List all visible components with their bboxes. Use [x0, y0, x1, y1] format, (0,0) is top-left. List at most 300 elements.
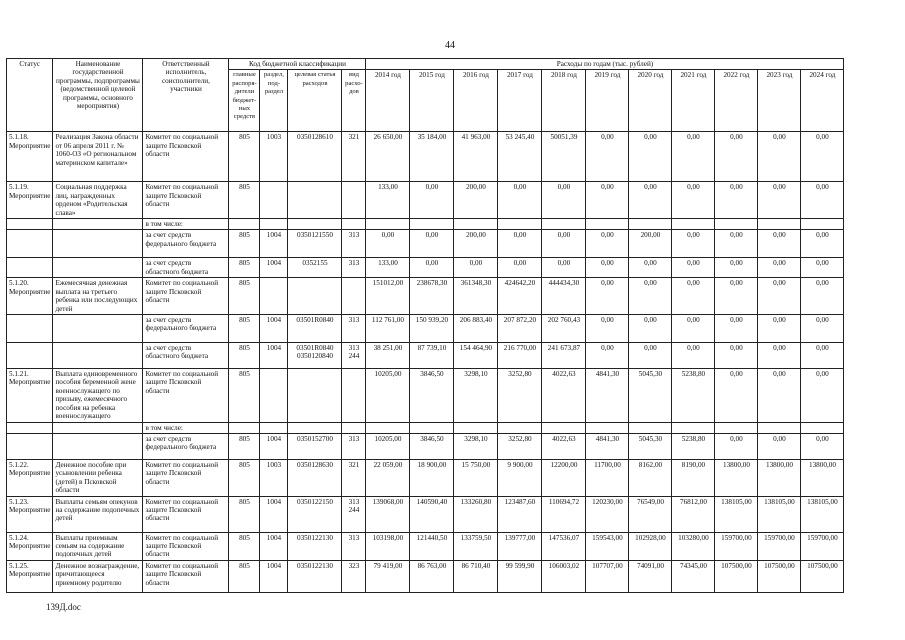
row-year-value: 0,00	[758, 343, 801, 369]
row-year-value	[672, 219, 715, 230]
row-code-article: 0350128610	[288, 132, 342, 182]
row-code-type	[342, 422, 366, 433]
row-name: Денежное пособие при усыновлении ребенка (детей) в Псковской области	[53, 459, 143, 496]
row-code-section	[260, 369, 288, 422]
header-code-col: главные распоря-дители бюджет-ных средств	[229, 70, 260, 132]
row-code-article: 0352155	[288, 258, 342, 278]
row-year-value: 0,00	[758, 278, 801, 315]
row-year-value: 0,00	[498, 230, 542, 258]
table-row	[7, 258, 844, 278]
row-year-value: 0,00	[542, 182, 586, 219]
row-responsible: в том числе:	[143, 219, 229, 230]
row-code-article	[288, 422, 342, 433]
row-year-value: 18 900,00	[410, 459, 454, 496]
row-year-value: 424642,20	[498, 278, 542, 315]
row-name	[53, 258, 143, 278]
row-status	[7, 422, 53, 433]
row-year-value: 0,00	[586, 278, 629, 315]
row-year-value: 74091,00	[629, 560, 672, 592]
header-year: 2014 год	[366, 70, 410, 132]
row-year-value: 138105,00	[801, 496, 844, 532]
row-year-value: 8190,00	[672, 459, 715, 496]
row-year-value: 159700,00	[758, 532, 801, 560]
row-code-article: 0350122130	[288, 532, 342, 560]
row-code-manager: 805	[229, 315, 260, 343]
row-responsible: Комитет по социальной защите Псковской области	[143, 369, 229, 422]
row-year-value: 4841,30	[586, 433, 629, 459]
row-year-value: 107500,00	[801, 560, 844, 592]
header-year: 2016 год	[454, 70, 498, 132]
budget-table	[6, 58, 844, 593]
row-year-value: 200,00	[629, 230, 672, 258]
row-year-value: 159700,00	[801, 532, 844, 560]
row-code-manager: 805	[229, 132, 260, 182]
row-year-value: 0,00	[586, 182, 629, 219]
table-row	[7, 182, 844, 219]
row-year-value	[801, 219, 844, 230]
row-responsible: Комитет по социальной защите Псковской области	[143, 560, 229, 592]
row-year-value: 0,00	[801, 343, 844, 369]
row-code-manager: 805	[229, 278, 260, 315]
row-year-value: 0,00	[715, 278, 758, 315]
row-year-value: 0,00	[672, 258, 715, 278]
row-status	[7, 219, 53, 230]
row-year-value: 0,00	[801, 132, 844, 182]
row-year-value	[542, 422, 586, 433]
table-row	[7, 219, 844, 230]
table-row	[7, 532, 844, 560]
row-year-value: 3252,80	[498, 369, 542, 422]
header-year: 2015 год	[410, 70, 454, 132]
row-code-section: 1004	[260, 230, 288, 258]
row-year-value: 159543,00	[586, 532, 629, 560]
row-code-type	[342, 219, 366, 230]
row-year-value: 0,00	[410, 182, 454, 219]
row-code-section: 1004	[260, 315, 288, 343]
row-responsible: за счет средств областного бюджета	[143, 343, 229, 369]
table-row	[7, 132, 844, 182]
row-year-value: 15 750,00	[454, 459, 498, 496]
row-code-article	[288, 219, 342, 230]
row-name	[53, 343, 143, 369]
row-responsible: в том числе:	[143, 422, 229, 433]
row-year-value	[410, 422, 454, 433]
row-year-value: 207 872,20	[498, 315, 542, 343]
row-year-value: 0,00	[758, 369, 801, 422]
row-year-value: 147536,07	[542, 532, 586, 560]
table-row	[7, 315, 844, 343]
row-year-value: 86 763,00	[410, 560, 454, 592]
header-year: 2020 год	[629, 70, 672, 132]
row-year-value: 0,00	[629, 258, 672, 278]
row-code-type: 321	[342, 459, 366, 496]
row-year-value: 120230,00	[586, 496, 629, 532]
row-year-value: 216 770,00	[498, 343, 542, 369]
row-year-value: 0,00	[715, 258, 758, 278]
row-year-value: 4022,63	[542, 369, 586, 422]
row-responsible: Комитет по социальной защите Псковской области	[143, 182, 229, 219]
row-name	[53, 315, 143, 343]
row-responsible: за счет средств областного бюджета	[143, 258, 229, 278]
header-code-col: раздел, под-раздел	[260, 70, 288, 132]
row-name	[53, 422, 143, 433]
row-year-value: 0,00	[586, 258, 629, 278]
row-year-value: 0,00	[672, 230, 715, 258]
row-year-value: 74345,00	[672, 560, 715, 592]
row-code-article	[288, 182, 342, 219]
row-year-value: 139068,00	[366, 496, 410, 532]
row-year-value: 0,00	[715, 182, 758, 219]
row-code-section: 1003	[260, 132, 288, 182]
row-year-value: 38 251,00	[366, 343, 410, 369]
row-code-article: 0350122150	[288, 496, 342, 532]
row-year-value: 0,00	[542, 258, 586, 278]
row-year-value: 0,00	[758, 182, 801, 219]
table-row	[7, 433, 844, 459]
row-year-value: 241 673,87	[542, 343, 586, 369]
row-year-value: 106003,02	[542, 560, 586, 592]
row-year-value: 0,00	[629, 132, 672, 182]
row-year-value: 0,00	[715, 315, 758, 343]
row-responsible: Комитет по социальной защите Псковской области	[143, 532, 229, 560]
row-code-article	[288, 369, 342, 422]
row-year-value: 0,00	[801, 258, 844, 278]
row-year-value: 206 883,40	[454, 315, 498, 343]
row-year-value: 107707,00	[586, 560, 629, 592]
row-year-value: 159700,00	[715, 532, 758, 560]
row-year-value: 10205,00	[366, 433, 410, 459]
row-code-section	[260, 219, 288, 230]
row-status	[7, 315, 53, 343]
row-year-value: 9 900,00	[498, 459, 542, 496]
row-year-value: 0,00	[629, 182, 672, 219]
header-code-col: целевая статья расходов	[288, 70, 342, 132]
row-code-type	[342, 369, 366, 422]
row-year-value: 0,00	[672, 182, 715, 219]
row-year-value: 0,00	[715, 230, 758, 258]
row-year-value: 200,00	[454, 230, 498, 258]
row-code-article: 0350128630	[288, 459, 342, 496]
row-year-value: 103280,00	[672, 532, 715, 560]
row-year-value	[586, 422, 629, 433]
row-status: 5.1.24. Мероприятие	[7, 532, 53, 560]
table-row	[7, 369, 844, 422]
row-status: 5.1.22. Мероприятие	[7, 459, 53, 496]
row-status	[7, 230, 53, 258]
row-name	[53, 433, 143, 459]
row-year-value: 86 710,40	[454, 560, 498, 592]
row-name: Денежное вознаграждение, причитающееся приемному родителю	[53, 560, 143, 592]
row-year-value: 3298,10	[454, 369, 498, 422]
row-year-value: 0,00	[498, 182, 542, 219]
row-year-value: 76549,00	[629, 496, 672, 532]
header-spending-group: Расходы по годам (тыс. рублей)	[366, 59, 844, 70]
header-year: 2017 год	[498, 70, 542, 132]
row-status: 5.1.18. Мероприятие	[7, 132, 53, 182]
row-year-value	[454, 422, 498, 433]
row-year-value	[672, 422, 715, 433]
row-responsible: за счет средств федерального бюджета	[143, 230, 229, 258]
row-year-value: 110694,72	[542, 496, 586, 532]
row-year-value: 0,00	[586, 343, 629, 369]
row-year-value: 133,00	[366, 258, 410, 278]
header-name: Наименование государственной программы, подпрограммы (ведомственной целевой программы, основного мероприятия)	[53, 59, 143, 132]
row-year-value: 133,00	[366, 182, 410, 219]
header-year: 2023 год	[758, 70, 801, 132]
row-code-type: 313 244	[342, 496, 366, 532]
row-year-value: 121440,50	[410, 532, 454, 560]
row-status: 5.1.19. Мероприятие	[7, 182, 53, 219]
row-year-value: 0,00	[672, 343, 715, 369]
row-year-value: 8162,00	[629, 459, 672, 496]
header-code-group: Код бюджетной классификации	[229, 59, 366, 70]
row-year-value: 150 939,20	[410, 315, 454, 343]
row-code-article: 0350122130	[288, 560, 342, 592]
row-code-section: 1004	[260, 258, 288, 278]
row-year-value: 0,00	[498, 258, 542, 278]
row-year-value	[542, 219, 586, 230]
row-status: 5.1.23. Мероприятие	[7, 496, 53, 532]
row-year-value: 53 245,40	[498, 132, 542, 182]
row-year-value: 3846,50	[410, 433, 454, 459]
row-code-manager: 805	[229, 343, 260, 369]
row-year-value: 50051,39	[542, 132, 586, 182]
row-year-value: 0,00	[715, 343, 758, 369]
table-row	[7, 560, 844, 592]
row-year-value: 0,00	[801, 230, 844, 258]
table-row	[7, 230, 844, 258]
row-year-value: 0,00	[801, 182, 844, 219]
row-year-value: 3298,10	[454, 433, 498, 459]
table-row	[7, 278, 844, 315]
row-year-value	[629, 422, 672, 433]
row-year-value: 0,00	[758, 433, 801, 459]
row-year-value: 26 650,00	[366, 132, 410, 182]
row-year-value: 10205,00	[366, 369, 410, 422]
row-year-value	[498, 422, 542, 433]
row-year-value: 0,00	[801, 433, 844, 459]
row-year-value: 11700,00	[586, 459, 629, 496]
row-name	[53, 230, 143, 258]
row-year-value: 0,00	[801, 369, 844, 422]
row-year-value: 0,00	[758, 132, 801, 182]
row-year-value: 200,00	[454, 182, 498, 219]
row-year-value: 238678,30	[410, 278, 454, 315]
row-code-type: 313	[342, 230, 366, 258]
row-year-value: 133759,50	[454, 532, 498, 560]
row-year-value: 0,00	[586, 315, 629, 343]
row-year-value: 22 059,00	[366, 459, 410, 496]
footer-filename: 139Д.doc	[46, 602, 81, 612]
row-code-type	[342, 182, 366, 219]
row-code-manager: 805	[229, 182, 260, 219]
table-row	[7, 496, 844, 532]
row-year-value: 0,00	[410, 230, 454, 258]
row-year-value	[801, 422, 844, 433]
row-year-value: 4841,30	[586, 369, 629, 422]
row-code-manager: 805	[229, 532, 260, 560]
row-code-article	[288, 278, 342, 315]
row-year-value: 13800,00	[715, 459, 758, 496]
row-year-value: 0,00	[586, 132, 629, 182]
header-year: 2024 год	[801, 70, 844, 132]
row-year-value: 0,00	[801, 278, 844, 315]
row-code-section: 1004	[260, 496, 288, 532]
row-year-value: 5238,80	[672, 433, 715, 459]
row-code-manager	[229, 219, 260, 230]
row-responsible: Комитет по социальной защите Псковской области	[143, 278, 229, 315]
row-year-value: 87 739,10	[410, 343, 454, 369]
row-responsible: Комитет по социальной защите Псковской области	[143, 459, 229, 496]
header-status: Статус	[7, 59, 53, 132]
header-year: 2022 год	[715, 70, 758, 132]
row-year-value: 0,00	[758, 230, 801, 258]
row-code-type: 313	[342, 258, 366, 278]
row-year-value	[758, 422, 801, 433]
row-code-manager: 805	[229, 496, 260, 532]
row-responsible: Комитет по социальной защите Псковской области	[143, 132, 229, 182]
row-code-manager: 805	[229, 369, 260, 422]
row-year-value: 0,00	[586, 230, 629, 258]
header-year: 2021 год	[672, 70, 715, 132]
row-year-value: 41 963,00	[454, 132, 498, 182]
row-name: Социальная поддержка лиц, награжденных орденом «Родительская слава»	[53, 182, 143, 219]
row-code-section: 1004	[260, 433, 288, 459]
row-status	[7, 258, 53, 278]
row-code-manager: 805	[229, 258, 260, 278]
row-code-article: 0350121550	[288, 230, 342, 258]
row-year-value: 0,00	[629, 278, 672, 315]
row-year-value: 112 761,00	[366, 315, 410, 343]
row-year-value: 4022,63	[542, 433, 586, 459]
row-year-value: 444434,30	[542, 278, 586, 315]
row-status: 5.1.20. Мероприятие	[7, 278, 53, 315]
row-year-value: 0,00	[715, 369, 758, 422]
row-year-value	[715, 219, 758, 230]
row-year-value: 12200,00	[542, 459, 586, 496]
row-year-value: 139777,00	[498, 532, 542, 560]
row-name: Реализация Закона области от 06 апреля 2011 г. № 1060-ОЗ «О региональном материнском капитале»	[53, 132, 143, 182]
table-row	[7, 459, 844, 496]
row-year-value	[758, 219, 801, 230]
row-name: Выплаты семьям опекунов на содержание подопечных детей	[53, 496, 143, 532]
row-year-value: 0,00	[715, 132, 758, 182]
row-year-value: 138105,00	[715, 496, 758, 532]
row-code-article: 03501R0840	[288, 315, 342, 343]
header-year: 2018 год	[542, 70, 586, 132]
row-code-type: 323	[342, 560, 366, 592]
row-responsible: за счет средств федерального бюджета	[143, 433, 229, 459]
row-code-manager: 805	[229, 230, 260, 258]
row-code-section	[260, 278, 288, 315]
row-year-value	[410, 219, 454, 230]
row-year-value	[454, 219, 498, 230]
row-year-value: 0,00	[672, 132, 715, 182]
row-year-value: 13800,00	[801, 459, 844, 496]
row-status	[7, 343, 53, 369]
row-year-value: 5045,30	[629, 433, 672, 459]
row-name: Выплата единовременного пособия беременной жене военнослужащего по призыву, ежемесячного пособия на ребенка военнослужащего	[53, 369, 143, 422]
row-code-type: 313	[342, 532, 366, 560]
row-year-value: 0,00	[542, 230, 586, 258]
row-year-value: 0,00	[410, 258, 454, 278]
row-year-value	[498, 219, 542, 230]
row-year-value: 13800,00	[758, 459, 801, 496]
row-year-value: 107500,00	[715, 560, 758, 592]
table-row	[7, 422, 844, 433]
page-number: 44	[445, 40, 455, 51]
row-year-value: 0,00	[801, 315, 844, 343]
row-name: Выплаты приемным семьям на содержание подопечных детей	[53, 532, 143, 560]
row-code-section: 1004	[260, 343, 288, 369]
row-code-manager	[229, 422, 260, 433]
row-year-value: 0,00	[366, 230, 410, 258]
row-year-value: 99 599,90	[498, 560, 542, 592]
row-code-article: 03501R0840 0350120840	[288, 343, 342, 369]
row-code-type: 313 244	[342, 343, 366, 369]
row-year-value: 79 419,00	[366, 560, 410, 592]
row-year-value: 140590,40	[410, 496, 454, 532]
row-status	[7, 433, 53, 459]
row-year-value: 3846,50	[410, 369, 454, 422]
row-code-manager: 805	[229, 459, 260, 496]
row-year-value	[586, 219, 629, 230]
row-year-value: 5045,30	[629, 369, 672, 422]
row-name	[53, 219, 143, 230]
row-status: 5.1.25. Мероприятие	[7, 560, 53, 592]
row-code-manager: 805	[229, 433, 260, 459]
row-code-section: 1004	[260, 560, 288, 592]
header-year: 2019 год	[586, 70, 629, 132]
table-body	[7, 132, 844, 592]
table-row	[7, 343, 844, 369]
row-year-value: 107500,00	[758, 560, 801, 592]
row-year-value: 5238,80	[672, 369, 715, 422]
header-responsible: Ответственный исполнитель, соисполнители, участники	[143, 59, 229, 132]
row-code-section	[260, 422, 288, 433]
row-year-value: 0,00	[672, 278, 715, 315]
row-code-section: 1003	[260, 459, 288, 496]
row-year-value: 361348,30	[454, 278, 498, 315]
row-status: 5.1.21. Мероприятие	[7, 369, 53, 422]
row-year-value: 3252,80	[498, 433, 542, 459]
row-year-value: 151012,00	[366, 278, 410, 315]
row-year-value: 35 184,00	[410, 132, 454, 182]
row-year-value	[366, 219, 410, 230]
row-year-value: 102928,00	[629, 532, 672, 560]
row-year-value: 103198,00	[366, 532, 410, 560]
row-year-value: 0,00	[454, 258, 498, 278]
row-name: Ежемесячная денежная выплата на третьего ребенка или последующих детей	[53, 278, 143, 315]
row-responsible: Комитет по социальной защите Псковской области	[143, 496, 229, 532]
row-year-value: 0,00	[629, 315, 672, 343]
row-year-value: 154 464,90	[454, 343, 498, 369]
row-year-value: 133260,80	[454, 496, 498, 532]
row-year-value	[366, 422, 410, 433]
row-year-value	[715, 422, 758, 433]
row-code-type: 313	[342, 315, 366, 343]
row-code-section: 1004	[260, 532, 288, 560]
row-year-value: 0,00	[715, 433, 758, 459]
row-year-value: 202 760,43	[542, 315, 586, 343]
row-code-manager: 805	[229, 560, 260, 592]
header-code-col: вид расхо-дов	[342, 70, 366, 132]
row-code-type: 321	[342, 132, 366, 182]
row-year-value	[629, 219, 672, 230]
row-year-value: 0,00	[672, 315, 715, 343]
row-year-value: 76812,00	[672, 496, 715, 532]
row-year-value: 138105,00	[758, 496, 801, 532]
